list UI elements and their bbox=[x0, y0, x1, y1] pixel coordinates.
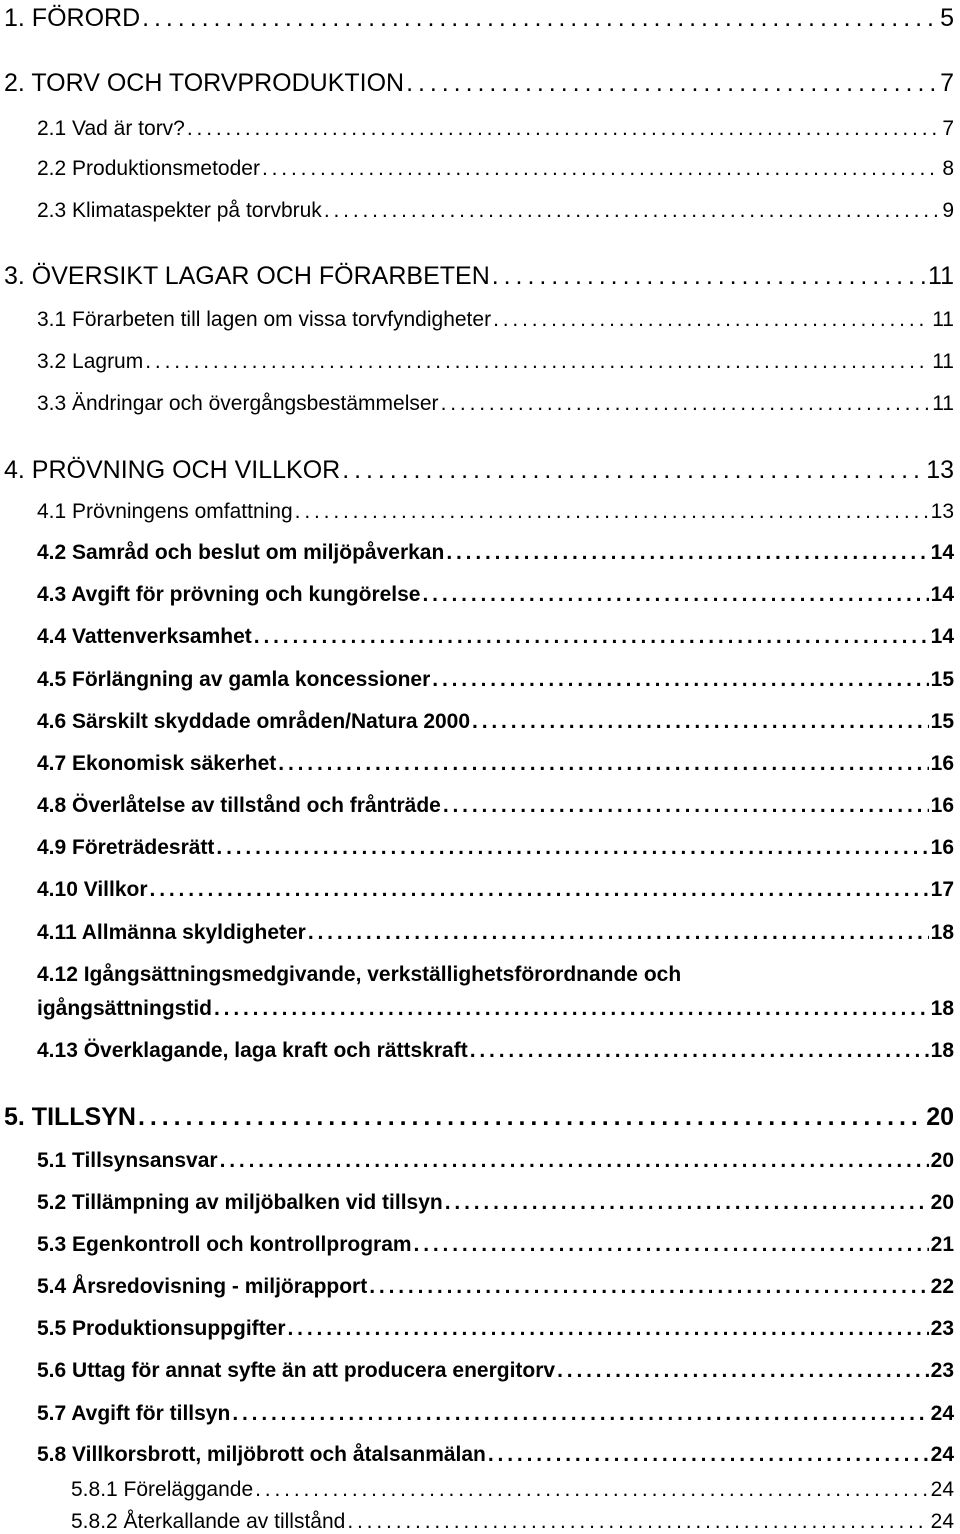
dot-leader bbox=[295, 500, 929, 524]
toc-entry-page: 14 bbox=[930, 625, 954, 648]
toc-entry-title: 4.12 Igångsättningsmedgivande, verkställighetsförordnande och bbox=[37, 963, 682, 986]
toc-entry-page: 11 bbox=[928, 262, 954, 290]
toc-entry-5-2 bbox=[37, 1191, 954, 1215]
toc-entry-title: 5.8.2 Återkallande av tillstånd bbox=[71, 1510, 346, 1533]
toc-entry-title: 2.2 Produktionsmetoder bbox=[37, 157, 260, 180]
toc-entry-page: 14 bbox=[930, 583, 954, 606]
toc-entry-page: 20 bbox=[930, 1191, 954, 1214]
dot-leader bbox=[278, 752, 928, 776]
toc-entry-page: 13 bbox=[930, 500, 954, 523]
dot-leader bbox=[187, 117, 940, 141]
toc-entry-title-continued: igångsättningstid bbox=[37, 997, 212, 1020]
toc-entry-page: 24 bbox=[930, 1402, 954, 1425]
dot-leader bbox=[142, 4, 938, 33]
toc-entry-title: 4.10 Villkor bbox=[37, 878, 148, 901]
dot-leader bbox=[414, 1233, 929, 1257]
toc-entry-title: 4.9 Företrädesrätt bbox=[37, 836, 215, 859]
toc-entry-5-3 bbox=[37, 1233, 954, 1257]
toc-entry-title: 2. TORV OCH TORVPRODUKTION bbox=[4, 69, 405, 97]
toc-entry-title: 5.8.1 Föreläggande bbox=[71, 1478, 254, 1501]
toc-entry-title: 5.2 Tillämpning av miljöbalken vid tillsyn bbox=[37, 1191, 443, 1214]
toc-entry-title: 4.2 Samråd och beslut om miljöpåverkan bbox=[37, 541, 445, 564]
toc-entry-page: 11 bbox=[932, 350, 954, 373]
dot-leader bbox=[492, 262, 926, 291]
dot-leader bbox=[308, 921, 929, 945]
toc-entry-4-13 bbox=[37, 1039, 954, 1063]
dot-leader bbox=[441, 392, 931, 416]
toc-entry-5-4 bbox=[37, 1275, 954, 1299]
toc-entry-3-2 bbox=[37, 350, 954, 374]
toc-entry-page: 20 bbox=[926, 1103, 954, 1131]
toc-entry-title: 2.1 Vad är torv? bbox=[37, 117, 185, 140]
toc-entry-page: 14 bbox=[930, 541, 954, 564]
toc-entry-page: 22 bbox=[930, 1275, 954, 1298]
toc-entry-title: 2.3 Klimataspekter på torvbruk bbox=[37, 199, 322, 222]
toc-entry-title: 3.3 Ändringar och övergångsbestämmelser bbox=[37, 392, 439, 415]
toc-entry-page: 5 bbox=[940, 4, 954, 32]
toc-entry-3 bbox=[4, 262, 954, 291]
toc-entry-4 bbox=[4, 456, 954, 485]
dot-leader bbox=[138, 1103, 924, 1132]
dot-leader bbox=[216, 836, 928, 860]
dot-leader bbox=[446, 541, 928, 565]
toc-entry-2 bbox=[4, 69, 954, 98]
toc-entry-page: 24 bbox=[930, 1443, 954, 1466]
toc-entry-title: 3.1 Förarbeten till lagen om vissa torvfyndigheter bbox=[37, 308, 492, 331]
toc-entry-title: 5.1 Tillsynsansvar bbox=[37, 1149, 218, 1172]
dot-leader bbox=[470, 1039, 929, 1063]
toc-entry-page: 9 bbox=[942, 199, 954, 222]
dot-leader bbox=[288, 1317, 929, 1341]
toc-entry-3-3 bbox=[37, 392, 954, 416]
toc-entry-3-1 bbox=[37, 308, 954, 332]
dot-leader bbox=[432, 668, 928, 692]
toc-entry-page: 21 bbox=[930, 1233, 954, 1256]
toc-entry-4-1 bbox=[37, 500, 954, 524]
toc-entry-page: 7 bbox=[942, 117, 954, 140]
toc-entry-4-8 bbox=[37, 794, 954, 818]
toc-entry-title: 5. TILLSYN bbox=[4, 1103, 136, 1131]
dot-leader bbox=[406, 69, 938, 98]
toc-entry-page: 8 bbox=[942, 157, 954, 180]
toc-entry-5 bbox=[4, 1103, 954, 1132]
dot-leader bbox=[262, 157, 940, 181]
dot-leader bbox=[443, 794, 929, 818]
toc-entry-5-8-1 bbox=[71, 1478, 954, 1502]
dot-leader bbox=[493, 308, 930, 332]
toc-entry-title: 4. PRÖVNING OCH VILLKOR bbox=[4, 456, 341, 484]
toc-entry-title: 3.2 Lagrum bbox=[37, 350, 144, 373]
toc-entry-page: 23 bbox=[930, 1317, 954, 1340]
dot-leader bbox=[255, 1478, 929, 1502]
toc-entry-title: 4.13 Överklagande, laga kraft och rättskraft bbox=[37, 1039, 468, 1062]
toc-entry-title: 4.8 Överlåtelse av tillstånd och frånträde bbox=[37, 794, 441, 817]
dot-leader bbox=[342, 456, 924, 485]
dot-leader bbox=[445, 1191, 929, 1215]
toc-entry-title: 5.8 Villkorsbrott, miljöbrott och åtalsanmälan bbox=[37, 1443, 486, 1466]
toc-entry-4-9 bbox=[37, 836, 954, 860]
toc-entry-title: 4.3 Avgift för prövning och kungörelse bbox=[37, 583, 421, 606]
toc-entry-4-11 bbox=[37, 921, 954, 945]
toc-entry-4-5 bbox=[37, 668, 954, 692]
toc-entry-title: 5.3 Egenkontroll och kontrollprogram bbox=[37, 1233, 412, 1256]
dot-leader bbox=[220, 1149, 929, 1173]
toc-entry-4-7 bbox=[37, 752, 954, 776]
toc-entry-4-12-line2 bbox=[37, 997, 954, 1021]
toc-entry-4-3 bbox=[37, 583, 954, 607]
toc-entry-page: 16 bbox=[930, 752, 954, 775]
dot-leader bbox=[557, 1359, 929, 1383]
toc-entry-title: 5.6 Uttag för annat syfte än att producera energitorv bbox=[37, 1359, 556, 1382]
toc-entry-2-2 bbox=[37, 157, 954, 181]
toc-entry-page: 15 bbox=[930, 668, 954, 691]
dot-leader bbox=[324, 199, 941, 223]
toc-entry-4-6 bbox=[37, 710, 954, 734]
toc-entry-title: 4.11 Allmänna skyldigheter bbox=[37, 921, 306, 944]
toc-entry-5-8 bbox=[37, 1443, 954, 1467]
toc-entry-title: 5.5 Produktionsuppgifter bbox=[37, 1317, 286, 1340]
dot-leader bbox=[232, 1402, 928, 1426]
toc-entry-5-1 bbox=[37, 1149, 954, 1173]
toc-entry-page: 16 bbox=[930, 794, 954, 817]
dot-leader bbox=[488, 1443, 929, 1467]
toc-entry-5-7 bbox=[37, 1402, 954, 1426]
toc-entry-title: 5.4 Årsredovisning - miljörapport bbox=[37, 1275, 368, 1298]
toc-entry-5-8-2 bbox=[71, 1510, 954, 1534]
toc-entry-2-1 bbox=[37, 117, 954, 141]
dot-leader bbox=[150, 878, 929, 902]
toc-entry-2-3 bbox=[37, 199, 954, 223]
toc-entry-title: 4.1 Prövningens omfattning bbox=[37, 500, 293, 523]
dot-leader bbox=[472, 710, 929, 734]
toc-entry-page: 11 bbox=[932, 392, 954, 415]
dot-leader bbox=[254, 625, 929, 649]
toc-entry-page: 13 bbox=[926, 456, 954, 484]
toc-entry-4-10 bbox=[37, 878, 954, 902]
toc-entry-title: 1. FÖRORD bbox=[4, 4, 141, 32]
toc-entry-1 bbox=[4, 4, 954, 33]
toc-entry-page: 24 bbox=[930, 1510, 954, 1533]
toc-entry-page: 24 bbox=[930, 1478, 954, 1501]
toc-entry-page: 18 bbox=[930, 1039, 954, 1062]
toc-entry-page: 20 bbox=[930, 1149, 954, 1172]
dot-leader bbox=[423, 583, 929, 607]
dot-leader bbox=[347, 1510, 928, 1534]
dot-leader bbox=[145, 350, 930, 374]
toc-entry-5-5 bbox=[37, 1317, 954, 1341]
toc-entry-page: 23 bbox=[930, 1359, 954, 1382]
toc-entry-title: 4.7 Ekonomisk säkerhet bbox=[37, 752, 277, 775]
toc-entry-page: 16 bbox=[930, 836, 954, 859]
toc-entry-title: 4.6 Särskilt skyddade områden/Natura 2000 bbox=[37, 710, 471, 733]
toc-entry-page: 17 bbox=[930, 878, 954, 901]
toc-entry-5-6 bbox=[37, 1359, 954, 1383]
toc-entry-page: 18 bbox=[930, 921, 954, 944]
toc-entry-4-2 bbox=[37, 541, 954, 565]
toc-entry-title: 4.4 Vattenverksamhet bbox=[37, 625, 252, 648]
toc-entry-page: 15 bbox=[930, 710, 954, 733]
toc-entry-4-4 bbox=[37, 625, 954, 649]
toc-entry-page: 18 bbox=[930, 997, 954, 1020]
toc-entry-title: 4.5 Förlängning av gamla koncessioner bbox=[37, 668, 431, 691]
dot-leader bbox=[369, 1275, 928, 1299]
toc-entry-title: 3. ÖVERSIKT LAGAR OCH FÖRARBETEN bbox=[4, 262, 490, 290]
toc-entry-title: 5.7 Avgift för tillsyn bbox=[37, 1402, 231, 1425]
toc-entry-page: 7 bbox=[940, 69, 954, 97]
dot-leader bbox=[214, 997, 929, 1021]
toc-entry-page: 11 bbox=[932, 308, 954, 331]
toc-entry-4-12-line1 bbox=[37, 963, 954, 987]
